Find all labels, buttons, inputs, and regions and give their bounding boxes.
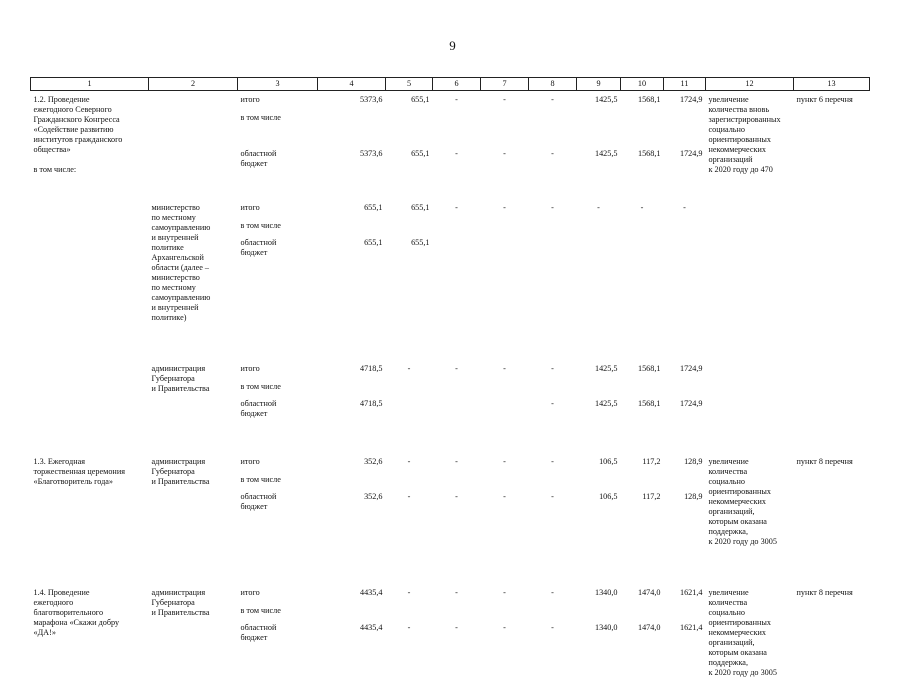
value-cell [664,606,706,623]
value-cell: - [433,149,481,193]
text-line: Гражданского Конгресса [34,115,146,125]
value-cell [386,221,433,238]
value-cell: 1474,0 [621,588,664,606]
value-cell [529,606,577,623]
value-cell: - [529,457,577,475]
value-cell [529,113,577,149]
value-cell: 1621,4 [664,588,706,606]
value-cell [621,113,664,149]
value-cell [621,606,664,623]
text-line: и внутренней [152,303,235,313]
value-cell [529,475,577,492]
executor-cell [149,95,238,193]
text-line: увеличение [709,457,791,467]
table-row [31,203,870,221]
value-cell: 106,5 [577,457,621,475]
value-cell [529,221,577,238]
value-cell: - [621,203,664,221]
value-cell [433,382,481,399]
value-cell: - [529,492,577,552]
value-cell: 1568,1 [621,364,664,382]
value-cell: - [433,95,481,113]
value-cell: - [481,149,529,193]
text-line: количества [709,467,791,477]
text-line: областной [241,399,315,409]
value-cell [481,238,529,348]
funding-type-cell: в том числе [238,606,318,623]
text-line: социально [709,477,791,487]
value-cell: - [481,492,529,552]
spacer-cell [31,348,870,364]
text-line: областной [241,492,315,502]
value-cell [481,399,529,429]
header-cell: 1 [31,78,149,91]
text-line: «Благотворитель года» [34,477,146,487]
indicator-cell [706,95,794,193]
value-cell [577,382,621,399]
value-cell: 117,2 [621,492,664,552]
value-cell: 1425,5 [577,364,621,382]
executor-cell [149,203,238,348]
text-line: администрация [152,588,235,598]
value-cell [481,606,529,623]
value-cell: 5373,6 [318,149,386,193]
value-cell [621,475,664,492]
value-cell [481,221,529,238]
text-line: и Правительства [152,608,235,618]
text-line: поддержка, [709,527,791,537]
value-cell: - [529,623,577,685]
value-cell [386,606,433,623]
value-cell: 5373,6 [318,95,386,113]
executor-cell [149,457,238,552]
table-body [31,78,870,685]
text-line: благотворительного [34,608,146,618]
value-cell [433,238,481,348]
line-gap [34,155,146,165]
value-cell: - [529,95,577,113]
value-cell [577,475,621,492]
header-cell: 7 [481,78,529,91]
measure-subtitle: в том числе: [34,165,146,175]
text-line: Архангельской [152,253,235,263]
text-line: ориентированных [709,618,791,628]
funding-type-cell [238,492,318,552]
funding-type-cell [238,399,318,429]
reference-cell: пункт 8 перечня [794,457,870,552]
value-cell: - [529,399,577,429]
measure-cell [31,203,149,348]
value-cell: - [577,203,621,221]
value-cell: - [664,203,706,221]
text-line: ориентированных [709,135,791,145]
text-line: Губернатора [152,374,235,384]
value-cell: - [481,457,529,475]
text-line: и внутренней [152,233,235,243]
text-line: бюджет [241,633,315,643]
text-line: некоммерческих [709,145,791,155]
value-cell: 655,1 [386,95,433,113]
header-cell: 12 [706,78,794,91]
reference-cell: пункт 6 перечня [794,95,870,193]
value-cell: 128,9 [664,492,706,552]
value-cell: - [481,588,529,606]
value-cell: - [386,457,433,475]
text-line: по местному [152,213,235,223]
text-line: количества [709,598,791,608]
funding-type-cell [238,623,318,685]
value-cell [664,475,706,492]
text-line: которым оказана [709,517,791,527]
indicator-cell [706,364,794,429]
value-cell: 1474,0 [621,623,664,685]
text-line: министерство [152,273,235,283]
text-line: министерство [152,203,235,213]
text-line: 1.4. Проведение [34,588,146,598]
value-cell: - [529,149,577,193]
reference-cell [794,203,870,348]
text-line: количества вновь [709,105,791,115]
spacer-cell [31,193,870,203]
header-cell: 3 [238,78,318,91]
text-line: областной [241,238,315,248]
text-line: ежегодного Северного [34,105,146,115]
header-cell: 13 [794,78,870,91]
value-cell [386,399,433,429]
measure-cell [31,457,149,552]
text-line: и Правительства [152,477,235,487]
value-cell [621,238,664,348]
value-cell: - [433,203,481,221]
value-cell [481,382,529,399]
text-line: ориентированных [709,487,791,497]
value-cell: 1425,5 [577,149,621,193]
value-cell: - [386,623,433,685]
value-cell [481,113,529,149]
header-cell: 9 [577,78,621,91]
text-line: к 2020 году до 3005 [709,537,791,547]
value-cell [621,221,664,238]
funding-type-cell: итого [238,457,318,475]
table-row [31,588,870,606]
funding-type-cell: итого [238,95,318,113]
text-line: областной [241,623,315,633]
value-cell [664,238,706,348]
value-cell [318,475,386,492]
funding-type-cell: в том числе [238,382,318,399]
text-line: которым оказана [709,648,791,658]
value-cell: 1340,0 [577,588,621,606]
value-cell: 4718,5 [318,364,386,382]
value-cell [577,113,621,149]
header-cell: 5 [386,78,433,91]
value-cell: 1425,5 [577,95,621,113]
text-line: самоуправлению [152,223,235,233]
value-cell [318,606,386,623]
executor-cell [149,588,238,685]
value-cell: - [529,203,577,221]
text-line: социально [709,125,791,135]
funding-type-cell [238,238,318,348]
value-cell [529,238,577,348]
indicator-cell [706,588,794,685]
value-cell: - [433,588,481,606]
value-cell [433,113,481,149]
text-line: «ДА!» [34,628,146,638]
value-cell: 4435,4 [318,623,386,685]
text-line: социально [709,608,791,618]
value-cell [318,221,386,238]
text-line: некоммерческих [709,497,791,507]
page-number: 9 [0,38,905,54]
budget-table [30,77,870,685]
measure-cell [31,95,149,193]
text-line: политике) [152,313,235,323]
value-cell: 4435,4 [318,588,386,606]
value-cell [386,113,433,149]
header-cell: 11 [664,78,706,91]
reference-cell: пункт 8 перечня [794,588,870,685]
funding-type-cell: в том числе [238,475,318,492]
text-line: самоуправлению [152,293,235,303]
block-spacer [31,193,870,203]
value-cell: - [481,95,529,113]
text-line: 1.2. Проведение [34,95,146,105]
text-line: организаций, [709,638,791,648]
text-line: бюджет [241,248,315,258]
value-cell: 1724,9 [664,364,706,382]
value-cell: 655,1 [318,238,386,348]
text-line: ежегодного [34,598,146,608]
value-cell: - [386,588,433,606]
value-cell: 1568,1 [621,399,664,429]
funding-type-cell: в том числе [238,113,318,149]
value-cell: 1724,9 [664,149,706,193]
value-cell: 4718,5 [318,399,386,429]
reference-cell [794,364,870,429]
value-cell: 1568,1 [621,95,664,113]
table-row [31,95,870,113]
value-cell: - [386,364,433,382]
value-cell [433,221,481,238]
value-cell [433,475,481,492]
value-cell: 106,5 [577,492,621,552]
value-cell: - [433,364,481,382]
spacer-cell [31,429,870,457]
text-line: Губернатора [152,598,235,608]
indicator-cell [706,203,794,348]
value-cell: - [433,623,481,685]
funding-type-cell: итого [238,364,318,382]
header-cell: 8 [529,78,577,91]
text-line: зарегистрированных [709,115,791,125]
text-line: бюджет [241,159,315,169]
value-cell: 128,9 [664,457,706,475]
value-cell [664,113,706,149]
text-line: администрация [152,364,235,374]
value-cell: 117,2 [621,457,664,475]
header-cell: 2 [149,78,238,91]
value-cell: 655,1 [318,203,386,221]
value-cell [529,382,577,399]
value-cell: 1621,4 [664,623,706,685]
executor-cell [149,364,238,429]
value-cell: 1724,9 [664,399,706,429]
value-cell [621,382,664,399]
funding-type-cell: в том числе [238,221,318,238]
block-spacer [31,429,870,457]
value-cell [664,382,706,399]
text-line: «Содействие развитию [34,125,146,135]
text-line: организаций [709,155,791,165]
value-cell [386,382,433,399]
value-cell [386,475,433,492]
value-cell [664,221,706,238]
text-line: Губернатора [152,467,235,477]
value-cell [433,399,481,429]
indicator-cell [706,457,794,552]
value-cell: - [481,364,529,382]
header-cell: 6 [433,78,481,91]
measure-cell [31,364,149,429]
value-cell: - [433,457,481,475]
value-cell: - [433,492,481,552]
text-line: увеличение [709,588,791,598]
value-cell: - [481,623,529,685]
text-line: торжественная церемония [34,467,146,477]
text-line: областной [241,149,315,159]
text-line: бюджет [241,409,315,419]
value-cell [433,606,481,623]
text-line: некоммерческих [709,628,791,638]
text-line: к 2020 году до 3005 [709,668,791,678]
text-line: бюджет [241,502,315,512]
value-cell: 1568,1 [621,149,664,193]
value-cell: - [529,364,577,382]
column-number-header [31,78,870,91]
text-line: марафона «Скажи добру [34,618,146,628]
text-line: общества» [34,145,146,155]
text-line: области (далее – [152,263,235,273]
value-cell: 655,1 [386,203,433,221]
block-spacer [31,552,870,588]
text-line: институтов гражданского [34,135,146,145]
funding-type-cell: итого [238,588,318,606]
text-line: увеличение [709,95,791,105]
measure-cell [31,588,149,685]
funding-type-cell: итого [238,203,318,221]
value-cell: - [481,203,529,221]
value-cell [577,221,621,238]
value-cell [577,606,621,623]
value-cell: 655,1 [386,149,433,193]
text-line: и Правительства [152,384,235,394]
text-line: 1.3. Ежегодная [34,457,146,467]
value-cell [318,113,386,149]
block-spacer [31,348,870,364]
table-row [31,364,870,382]
text-line: к 2020 году до 470 [709,165,791,175]
text-line: организаций, [709,507,791,517]
value-cell: 352,6 [318,492,386,552]
value-cell: 352,6 [318,457,386,475]
table-row [31,457,870,475]
header-cell: 4 [318,78,386,91]
value-cell [318,382,386,399]
header-cell: 10 [621,78,664,91]
value-cell: - [529,588,577,606]
spacer-cell [31,552,870,588]
value-cell: 1724,9 [664,95,706,113]
value-cell: 1340,0 [577,623,621,685]
text-line: администрация [152,457,235,467]
value-cell: 655,1 [386,238,433,348]
funding-type-cell [238,149,318,193]
text-line: политике [152,243,235,253]
value-cell [577,238,621,348]
text-line: поддержка, [709,658,791,668]
value-cell: - [386,492,433,552]
value-cell [481,475,529,492]
text-line: по местному [152,283,235,293]
value-cell: 1425,5 [577,399,621,429]
